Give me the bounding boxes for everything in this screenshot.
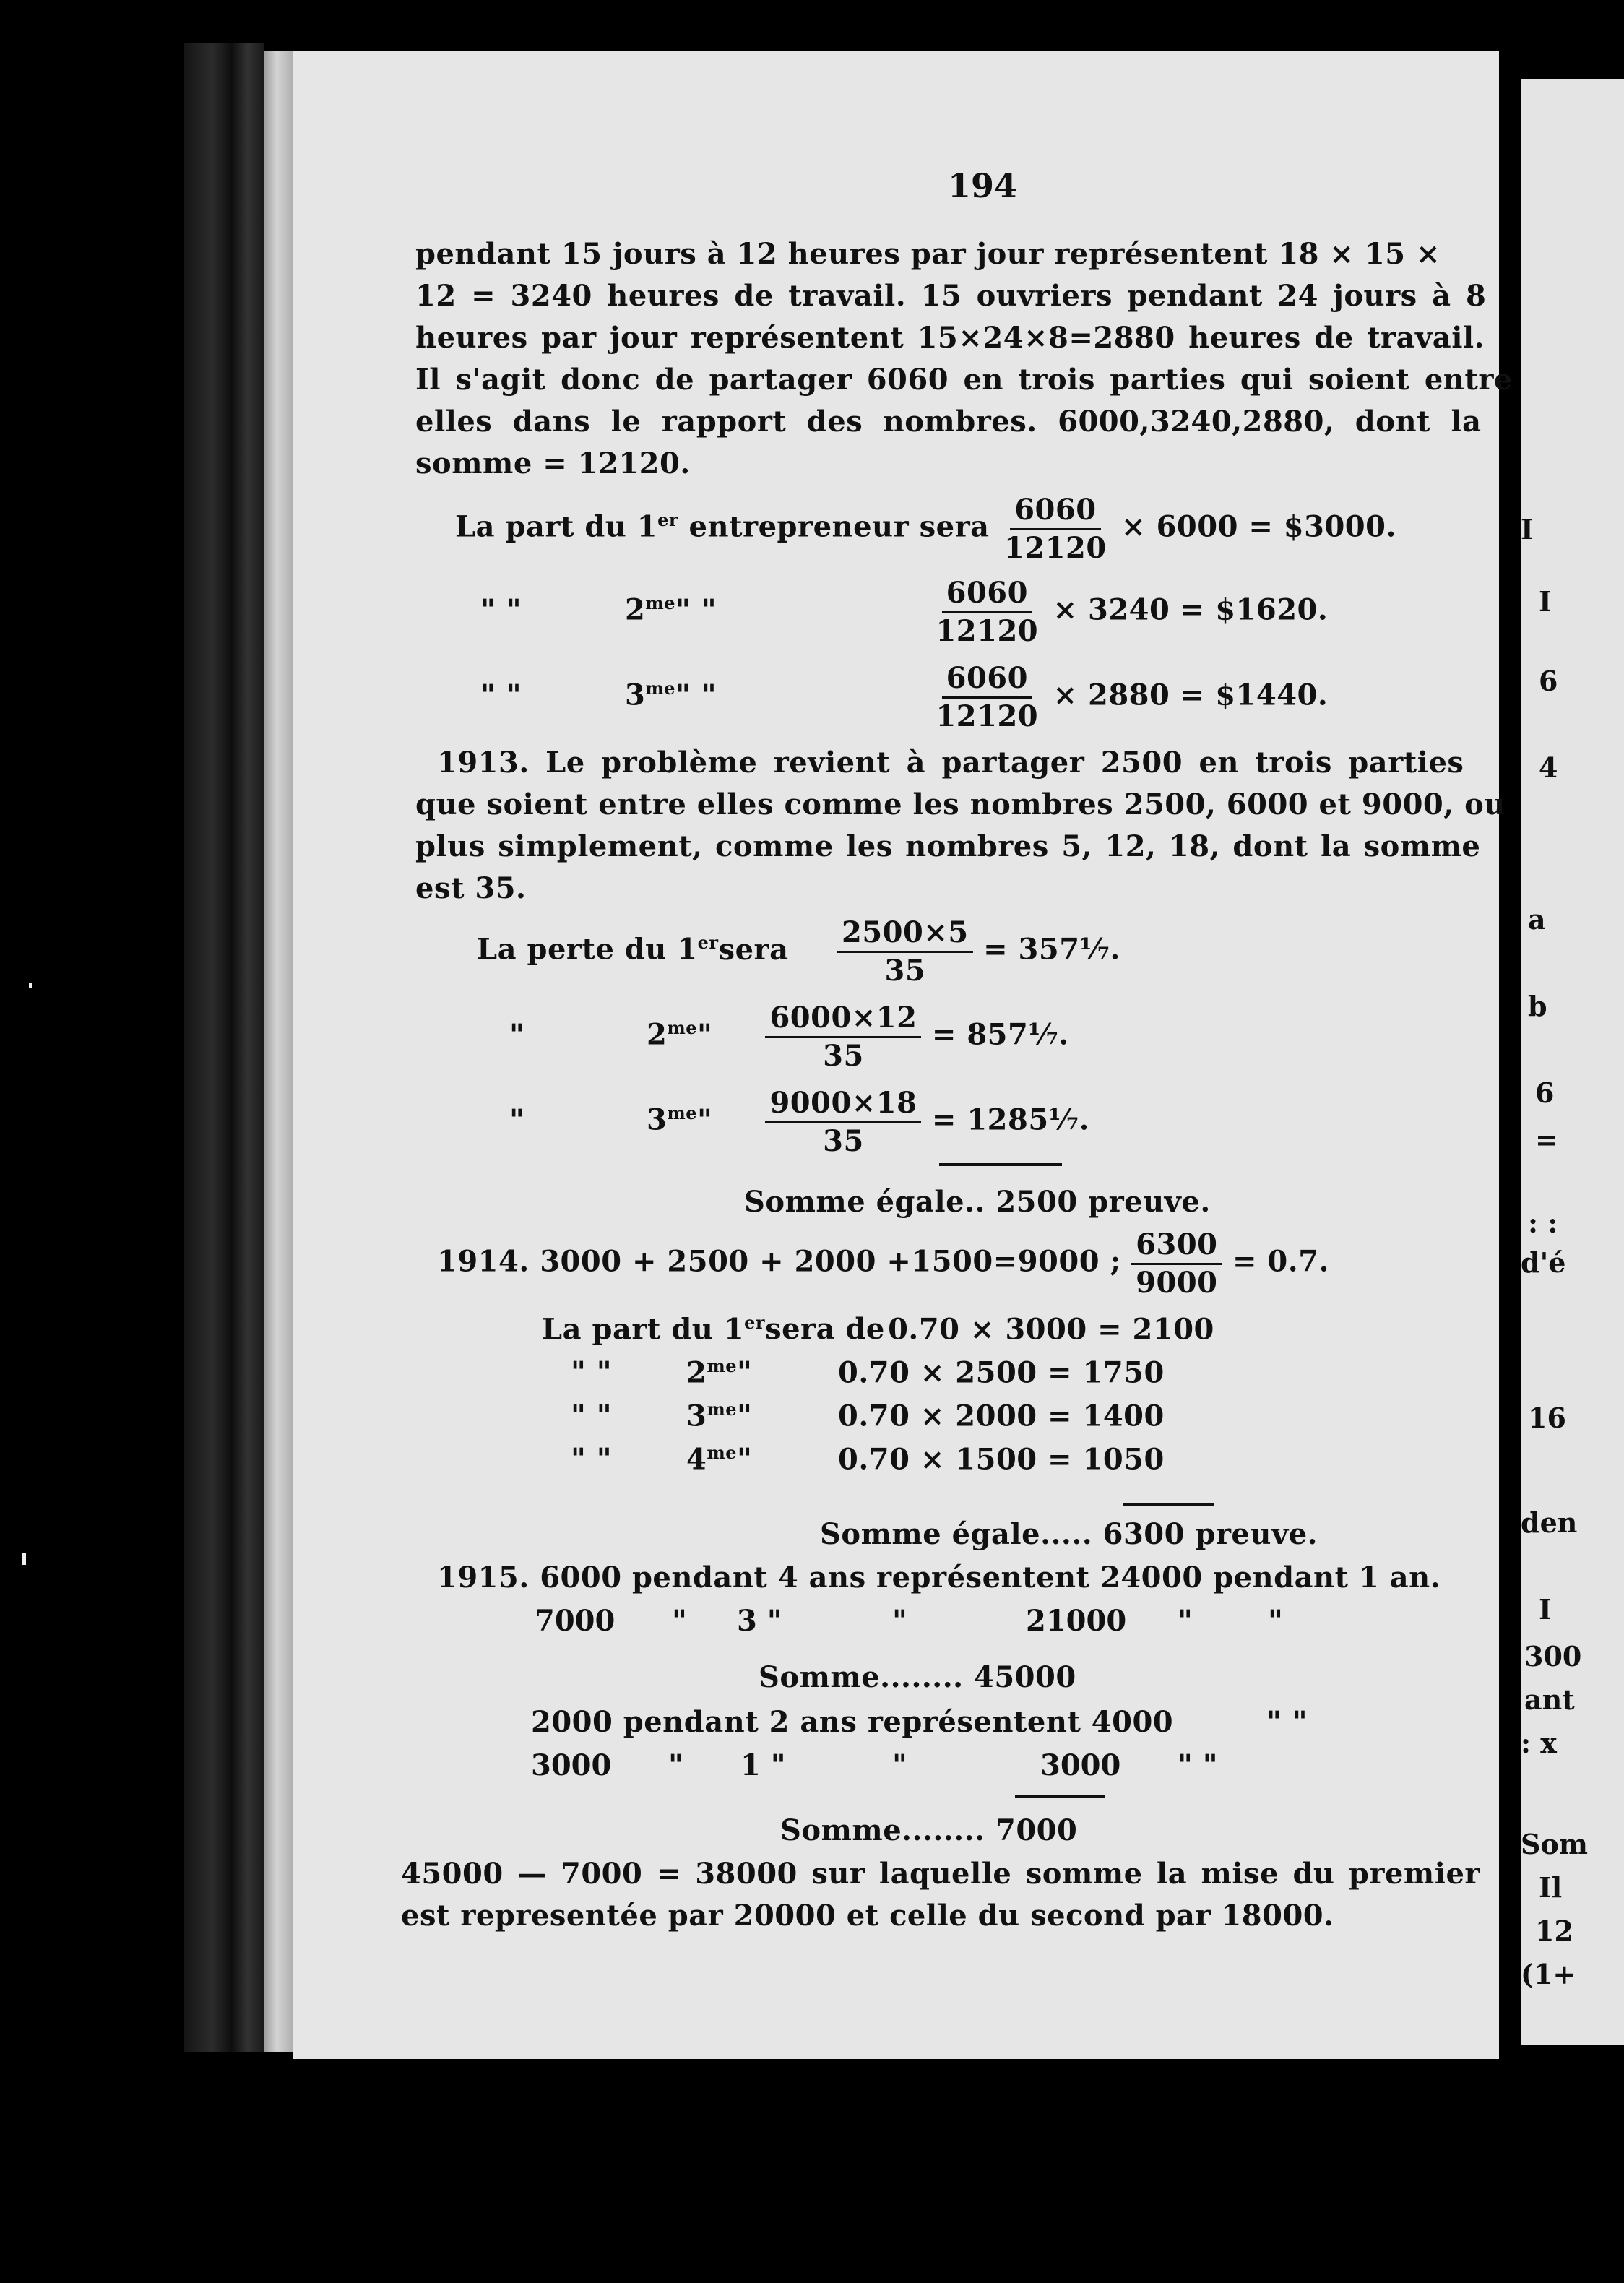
share-row: " " $3^{me}$" " $\frac{6060}{12120}$ × 2880 = $1440. — [480, 661, 1329, 733]
fraction: $\frac{6060}{12120}$ — [936, 661, 1039, 733]
share-row-1914: La part du 1ersera de 0.70 × 3000 = 2100 — [542, 1312, 1214, 1347]
text-line: 45000 — 7000 = 38000 sur laquelle somme la mise du premier — [401, 1857, 1480, 1891]
fraction: $\frac{6060}{12120}$ — [1004, 493, 1107, 565]
sum-line-1914: Somme égale..... 6300 preuve. — [820, 1517, 1318, 1551]
book-page: 194 pendant 15 jours à 12 heures par jour représentent 18 × 15 × 12 = 3240 heures de travail. 15 ouvriers pendant 24 jours à 8 heures par jour représentent 15×24×8=2880 heures de travail. Il s'agit donc de partager 6060 en trois parties qui soient entre elles dans le rapport des nombres. 6000,3240,2880, dont la somme = 12120. La part du 1er entrepreneur sera $\frac{6060}{12120}$ × 6000 = $3000. " " $2^{me}$" " $\frac{6060}{12120}$ × 3240 = $1620. " " $3^{me}$" " $\frac{6060}{12120}$ × 2880 = $1440. 1913. Le problème revient à partager 2500 en trois parties que soient entre elles comme les nombres 2500, 6000 et 9000, ou plus simplement, comme les nombres 5, 12, 18, dont la somme est 35. La perte du 1ersera $\frac{2500\times 5}{35}$ = 357⅐. " $2^{me}$" $\frac{6000\times 12}{35}$ = 857⅐. " $3^{me}$" $\frac{9000\times 18}{35}$ = 1285⅐. Somme égale.. 2500 preuve. 1914. 3000 + 2500 + 2000 +1500=9000 ; $\frac{6300}{9000}$ = 0.7. La part du 1ersera de 0.70 × 3000 = 2100 " " $2^{me}$" 0.70 × 2500 = 1750 " " $3^{me}$" 0.70 × 2000 = 1400 " " $4^{me}$" 0.70 × 1500 = 1050 Somme égale..... 6300 preuve. 1915. 6000 pendant 4 ans représentent 24000 pendant 1 an. 7000 " 3 " " 21000 " " Somme........ 45000 2000 pendant 2 ans représentent 4000 " " 3000 " 1 " " 3000 " " Somme........ 7000 45000 — 7000 = 38000 sur laquelle somme la mise du premier est representée par 20000 et celle du second par 18000. — [293, 51, 1499, 2059]
book-spine-shadow — [184, 43, 264, 2052]
sum-rule — [1123, 1503, 1214, 1506]
text-line: 1913. Le problème revient à partager 2500 en trois parties — [437, 746, 1464, 780]
loss-row: " $3^{me}$" $\frac{9000\times 18}{35}$ = 1285⅐. — [509, 1086, 1090, 1158]
scan-speck — [29, 983, 32, 988]
loss-result: = 357⅐. — [983, 932, 1120, 967]
share-row-1914: " " $3^{me}$" 0.70 × 2000 = 1400 — [571, 1399, 1165, 1433]
text-line: que soient entre elles comme les nombres 2500, 6000 et 9000, ou — [415, 787, 1506, 821]
share-row-1914: " " $2^{me}$" 0.70 × 2500 = 1750 — [571, 1355, 1165, 1390]
fraction: $\frac{2500\times 5}{35}$ — [837, 918, 973, 986]
text-line: 12 = 3240 heures de travail. 15 ouvriers pendant 24 jours à 8 — [415, 279, 1487, 313]
line-1914: 1914. 3000 + 2500 + 2000 +1500=9000 ; $\frac{6300}{9000}$ = 0.7. — [437, 1227, 1329, 1300]
text-line: est 35. — [415, 871, 527, 905]
text-line: est representée par 20000 et celle du second par 18000. — [401, 1899, 1334, 1933]
share-row: " " $2^{me}$" " $\frac{6060}{12120}$ × 3240 = $1620. — [480, 576, 1329, 648]
fraction: $\frac{6300}{9000}$ — [1131, 1230, 1222, 1298]
scan-speck — [22, 1553, 26, 1565]
text-line: elles dans le rapport des nombres. 6000,3240,2880, dont la — [415, 405, 1482, 439]
share-row-1914: " " $4^{me}$" 0.70 × 1500 = 1050 — [571, 1442, 1165, 1477]
text-line: heures par jour représentent 15×24×8=2880 heures de travail. — [415, 321, 1485, 355]
page-edge — [264, 51, 293, 2052]
text-line: somme = 12120. — [415, 446, 691, 480]
sum-rule — [939, 1163, 1062, 1166]
page-number: 194 — [947, 166, 1018, 205]
fraction: $\frac{6000\times 12}{35}$ — [765, 1003, 921, 1071]
share-result: × 6000 = $3000. — [1121, 509, 1396, 544]
fraction: $\frac{6060}{12120}$ — [936, 576, 1039, 648]
text-line: Il s'agit donc de partager 6060 en trois parties qui soient entre — [415, 363, 1513, 397]
fraction: $\frac{9000\times 18}{35}$ — [765, 1088, 921, 1157]
loss-row: La perte du 1ersera $\frac{2500\times 5}{35}$ = 357⅐. — [477, 915, 1120, 988]
row-1915-c: 2000 pendant 2 ans représentent 4000 " " — [531, 1705, 1308, 1739]
text-line: plus simplement, comme les nombres 5, 12, 18, dont la somme — [415, 829, 1481, 863]
sum-line-1913: Somme égale.. 2500 preuve. — [744, 1185, 1211, 1219]
loss-result: = 1285⅐. — [931, 1102, 1090, 1137]
share-row: La part du 1er entrepreneur sera $\frac{6060}{12120}$ × 6000 = $3000. — [455, 493, 1396, 565]
sum-line-1915-a: Somme........ 45000 — [759, 1660, 1076, 1694]
line-1915: 1915. 6000 pendant 4 ans représentent 24000 pendant 1 an. — [437, 1561, 1441, 1594]
share-result: × 2880 = $1440. — [1053, 678, 1329, 712]
share-label: La part du 1 — [455, 509, 658, 544]
loss-result: = 857⅐. — [931, 1017, 1069, 1052]
sum-line-1915-b: Somme........ 7000 — [780, 1813, 1078, 1847]
text-line: pendant 15 jours à 12 heures par jour représentent 18 × 15 × — [415, 237, 1441, 271]
share-result: × 3240 = $1620. — [1053, 592, 1329, 627]
loss-row: " $2^{me}$" $\frac{6000\times 12}{35}$ = 857⅐. — [509, 1001, 1069, 1073]
sum-rule — [1015, 1795, 1105, 1798]
adjacent-page-fragment: I I 6 4 a b 6 = : : d'é 16 den I 300 ant : x Som Il 12 (1+ — [1521, 79, 1624, 2045]
